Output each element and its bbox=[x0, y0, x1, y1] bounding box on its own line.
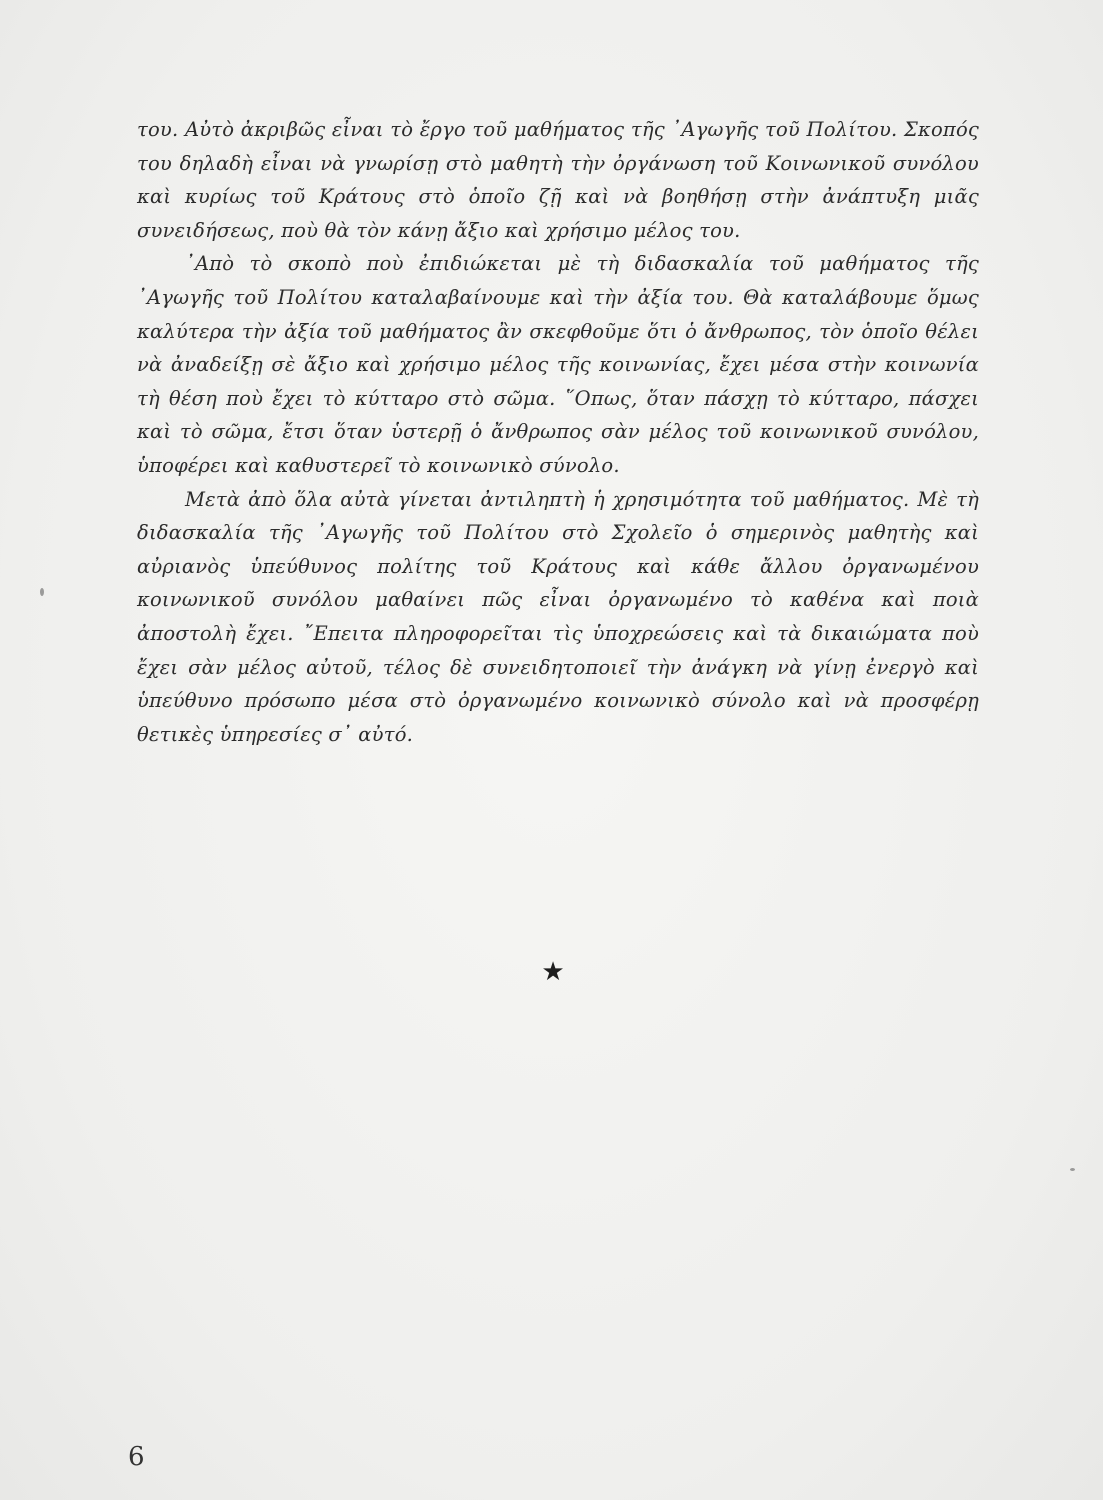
paragraph-2: ᾿Απὸ τὸ σκοπὸ ποὺ ἐπιδιώκεται μὲ τὴ διδασκαλία τοῦ μαθήματος τῆς ᾿Αγωγῆς τοῦ Πολίτου καταλαβαίνουμε καὶ τὴν ἀξία του. Θὰ καταλάβουμε ὅμως καλύτερα τὴν ἀξία τοῦ μαθήματος ἂν σκεφθοῦμε ὅτι ὁ ἄνθρωπος, τὸν ὁποῖο θέλει νὰ ἀναδείξῃ σὲ ἄξιο καὶ χρήσιμο μέλος τῆς κοινωνίας, ἔχει μέσα στὴν κοινωνία τὴ θέση ποὺ ἔχει τὸ κύτταρο στὸ σῶμα. ῞Οπως, ὅταν πάσχῃ τὸ κύτταρο, πάσχει καὶ τὸ σῶμα, ἔτσι ὅταν ὑστερῇ ὁ ἄνθρωπος σὰν μέλος τοῦ κοινωνικοῦ συνόλου, ὑποφέρει καὶ καθυστερεῖ τὸ κοινωνικὸ σύνολο. bbox=[137, 252, 979, 477]
page-number: 6 bbox=[128, 1442, 145, 1472]
body-text bbox=[137, 113, 979, 751]
star-ornament-icon: ★ bbox=[541, 957, 565, 987]
paragraph-3: Μετὰ ἀπὸ ὅλα αὐτὰ γίνεται ἀντιληπτὴ ἡ χρησιμότητα τοῦ μαθήματος. Μὲ τὴ διδασκαλία τῆς ᾿Αγωγῆς τοῦ Πολίτου στὸ Σχολεῖο ὁ σημερινὸς μαθητὴς καὶ αὐριανὸς ὑπεύθυνος πολίτης τοῦ Κράτους καὶ κάθε ἄλλου ὀργανωμένου κοινωνικοῦ συνόλου μαθαίνει πῶς εἶναι ὀργανωμένο τὸ καθένα καὶ ποιὰ ἀποστολὴ ἔχει. ῎Επειτα πληροφορεῖται τὶς ὑποχρεώσεις καὶ τὰ δικαιώματα ποὺ ἔχει σὰν μέλος αὐτοῦ, τέλος δὲ συνειδητοποιεῖ τὴν ἀνάγκη νὰ γίνῃ ἐνεργὸ καὶ ὑπεύθυνο πρόσωπο μέσα στὸ ὀργανωμένο κοινωνικὸ σύνολο καὶ νὰ προσφέρῃ θετικὲς ὑπηρεσίες σ᾿ αὐτό. bbox=[137, 487, 979, 746]
scan-speck bbox=[40, 588, 44, 596]
scan-speck bbox=[1070, 1168, 1075, 1171]
paragraph-1: του. Αὐτὸ ἀκριβῶς εἶναι τὸ ἔργο τοῦ μαθήματος τῆς ᾿Αγωγῆς τοῦ Πολίτου. Σκοπός του δηλαδὴ εἶναι νὰ γνωρίσῃ στὸ μαθητὴ τὴν ὀργάνωση τοῦ Κοινωνικοῦ συνόλου καὶ κυρίως τοῦ Κράτους στὸ ὁποῖο ζῇ καὶ νὰ βοηθήσῃ στὴν ἀνάπτυξη μιᾶς συνειδήσεως, ποὺ θὰ τὸν κάνῃ ἄξιο καὶ χρήσιμο μέλος του. bbox=[137, 118, 979, 242]
